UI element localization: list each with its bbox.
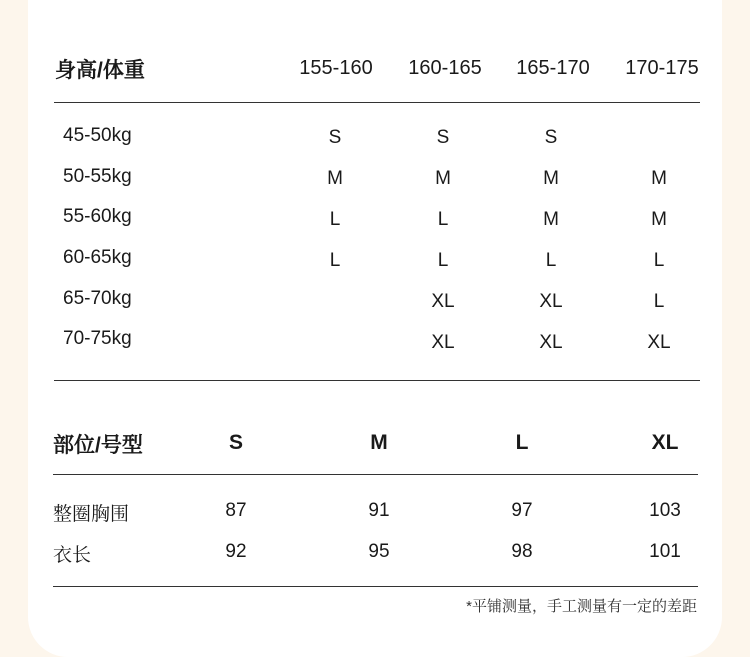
size-cell: M (651, 168, 667, 189)
size-cell: S (328, 127, 342, 148)
size-cell: M (543, 209, 559, 230)
table1-bottom-divider (54, 380, 700, 381)
size-cell: L (653, 291, 665, 312)
size-cell: XL (647, 332, 671, 353)
weight-row-1: 45-50kg (63, 125, 132, 146)
size-cell: XL (539, 291, 563, 312)
height-col-1: 155-160 (299, 57, 373, 79)
measurement-label-length: 衣长 (53, 545, 92, 566)
part-size-header: 部位/号型 (53, 434, 143, 457)
measurement-value: 91 (368, 500, 390, 521)
height-col-3: 165-170 (516, 57, 590, 79)
size-cell: XL (539, 332, 563, 353)
height-weight-header: 身高/体重 (55, 59, 145, 82)
measurement-value: 92 (225, 541, 247, 562)
size-cell: XL (431, 291, 455, 312)
measurement-value: 97 (511, 500, 533, 521)
size-col-m: M (370, 431, 388, 454)
size-cell: M (543, 168, 559, 189)
table1-header-divider (54, 102, 700, 103)
size-cell: L (437, 250, 449, 271)
table2-header-divider (53, 474, 698, 475)
weight-row-6: 70-75kg (63, 328, 132, 349)
measurement-note: *平铺测量，手工测量有一定的差距 (466, 598, 697, 615)
size-cell: M (327, 168, 343, 189)
height-col-4: 170-175 (625, 57, 699, 79)
size-cell: S (544, 127, 558, 148)
size-cell: XL (431, 332, 455, 353)
weight-row-3: 55-60kg (63, 206, 132, 227)
size-cell: L (653, 250, 665, 271)
size-col-xl: XL (651, 431, 679, 454)
weight-row-2: 50-55kg (63, 166, 132, 187)
measurement-value: 95 (368, 541, 390, 562)
height-col-2: 160-165 (408, 57, 482, 79)
size-cell: L (329, 250, 341, 271)
size-col-s: S (228, 431, 243, 454)
size-cell: L (329, 209, 341, 230)
size-cell: L (545, 250, 557, 271)
measurement-value: 103 (649, 500, 681, 521)
measurement-label-chest: 整圈胸围 (53, 504, 130, 525)
size-col-l: L (515, 431, 529, 454)
weight-row-5: 65-70kg (63, 288, 132, 309)
size-cell: S (436, 127, 450, 148)
measurement-value: 87 (225, 500, 247, 521)
measurement-value: 101 (649, 541, 681, 562)
weight-row-4: 60-65kg (63, 247, 132, 268)
table2-bottom-divider (53, 586, 698, 587)
size-cell: M (435, 168, 451, 189)
measurement-value: 98 (511, 541, 533, 562)
size-cell: L (437, 209, 449, 230)
size-cell: M (651, 209, 667, 230)
